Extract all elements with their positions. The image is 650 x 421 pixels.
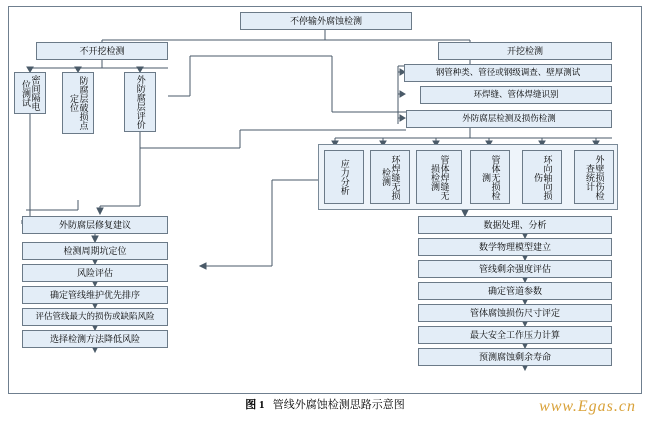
- right-result-4[interactable]: 管体腐蚀损伤尺寸评定: [418, 304, 612, 322]
- left-result-3[interactable]: 确定管线维护优先排序: [22, 286, 168, 304]
- detect-item-3-label: 管体无损检测: [481, 154, 501, 200]
- right-result-3[interactable]: 确定管道参数: [418, 282, 612, 300]
- detect-item-2[interactable]: [416, 150, 462, 204]
- node-left-child-2[interactable]: [124, 72, 156, 132]
- left-result-2[interactable]: 风险评估: [22, 264, 168, 282]
- left-result-5[interactable]: 选择检测方法降低风险: [22, 330, 168, 348]
- node-right-child-1[interactable]: 环焊缝、管体焊缝识别: [420, 86, 612, 104]
- left-result-4[interactable]: 评估管线最大的损伤或缺陷风险: [22, 308, 168, 326]
- detect-item-4-label: 环向轴向损伤: [533, 154, 553, 200]
- detect-item-2-label: 管体焊缝无损检测: [430, 154, 450, 200]
- left-result-1[interactable]: 检测周期坑定位: [22, 242, 168, 260]
- right-result-0[interactable]: 数据处理、分析: [418, 216, 612, 234]
- node-left-child-1-label: 防腐层破损点定位: [69, 76, 89, 130]
- detect-item-1-label: 环焊缝无损检测: [381, 154, 401, 200]
- node-left-child-0[interactable]: [14, 72, 46, 114]
- node-left-child-2-label: 外防腐层评价: [135, 75, 146, 129]
- node-left-child-1[interactable]: [62, 72, 94, 134]
- right-result-1[interactable]: 数学物理模型建立: [418, 238, 612, 256]
- node-title[interactable]: 不停输外腐蚀检测: [240, 12, 412, 30]
- left-result-0[interactable]: 外防腐层修复建议: [22, 216, 168, 234]
- right-result-6[interactable]: 预测腐蚀剩余寿命: [418, 348, 612, 366]
- node-right-child-2[interactable]: 外防腐层检测及损伤检测: [406, 110, 612, 128]
- node-left-branch[interactable]: 不开挖检测: [36, 42, 168, 60]
- caption-label: 图 1: [245, 399, 265, 411]
- detect-item-5[interactable]: [574, 150, 614, 204]
- detect-item-0[interactable]: [324, 150, 364, 204]
- detect-item-0-label: 应力分析: [339, 159, 350, 195]
- detect-item-5-label: 外壁损伤检查统计: [585, 154, 605, 200]
- caption-text: 管线外腐蚀检测思路示意图: [272, 399, 405, 411]
- detect-item-4[interactable]: [522, 150, 562, 204]
- watermark: www.Egas.cn: [539, 398, 636, 415]
- right-result-2[interactable]: 管线剩余强度评估: [418, 260, 612, 278]
- node-right-child-0[interactable]: 钢管种类、管径或钢级调查、壁厚测试: [404, 64, 612, 82]
- node-left-child-0-label: 密间隔电位测试: [21, 75, 41, 111]
- detect-item-3[interactable]: [470, 150, 510, 204]
- right-result-5[interactable]: 最大安全工作压力计算: [418, 326, 612, 344]
- detect-item-1[interactable]: [370, 150, 410, 204]
- node-right-branch[interactable]: 开挖检测: [438, 42, 612, 60]
